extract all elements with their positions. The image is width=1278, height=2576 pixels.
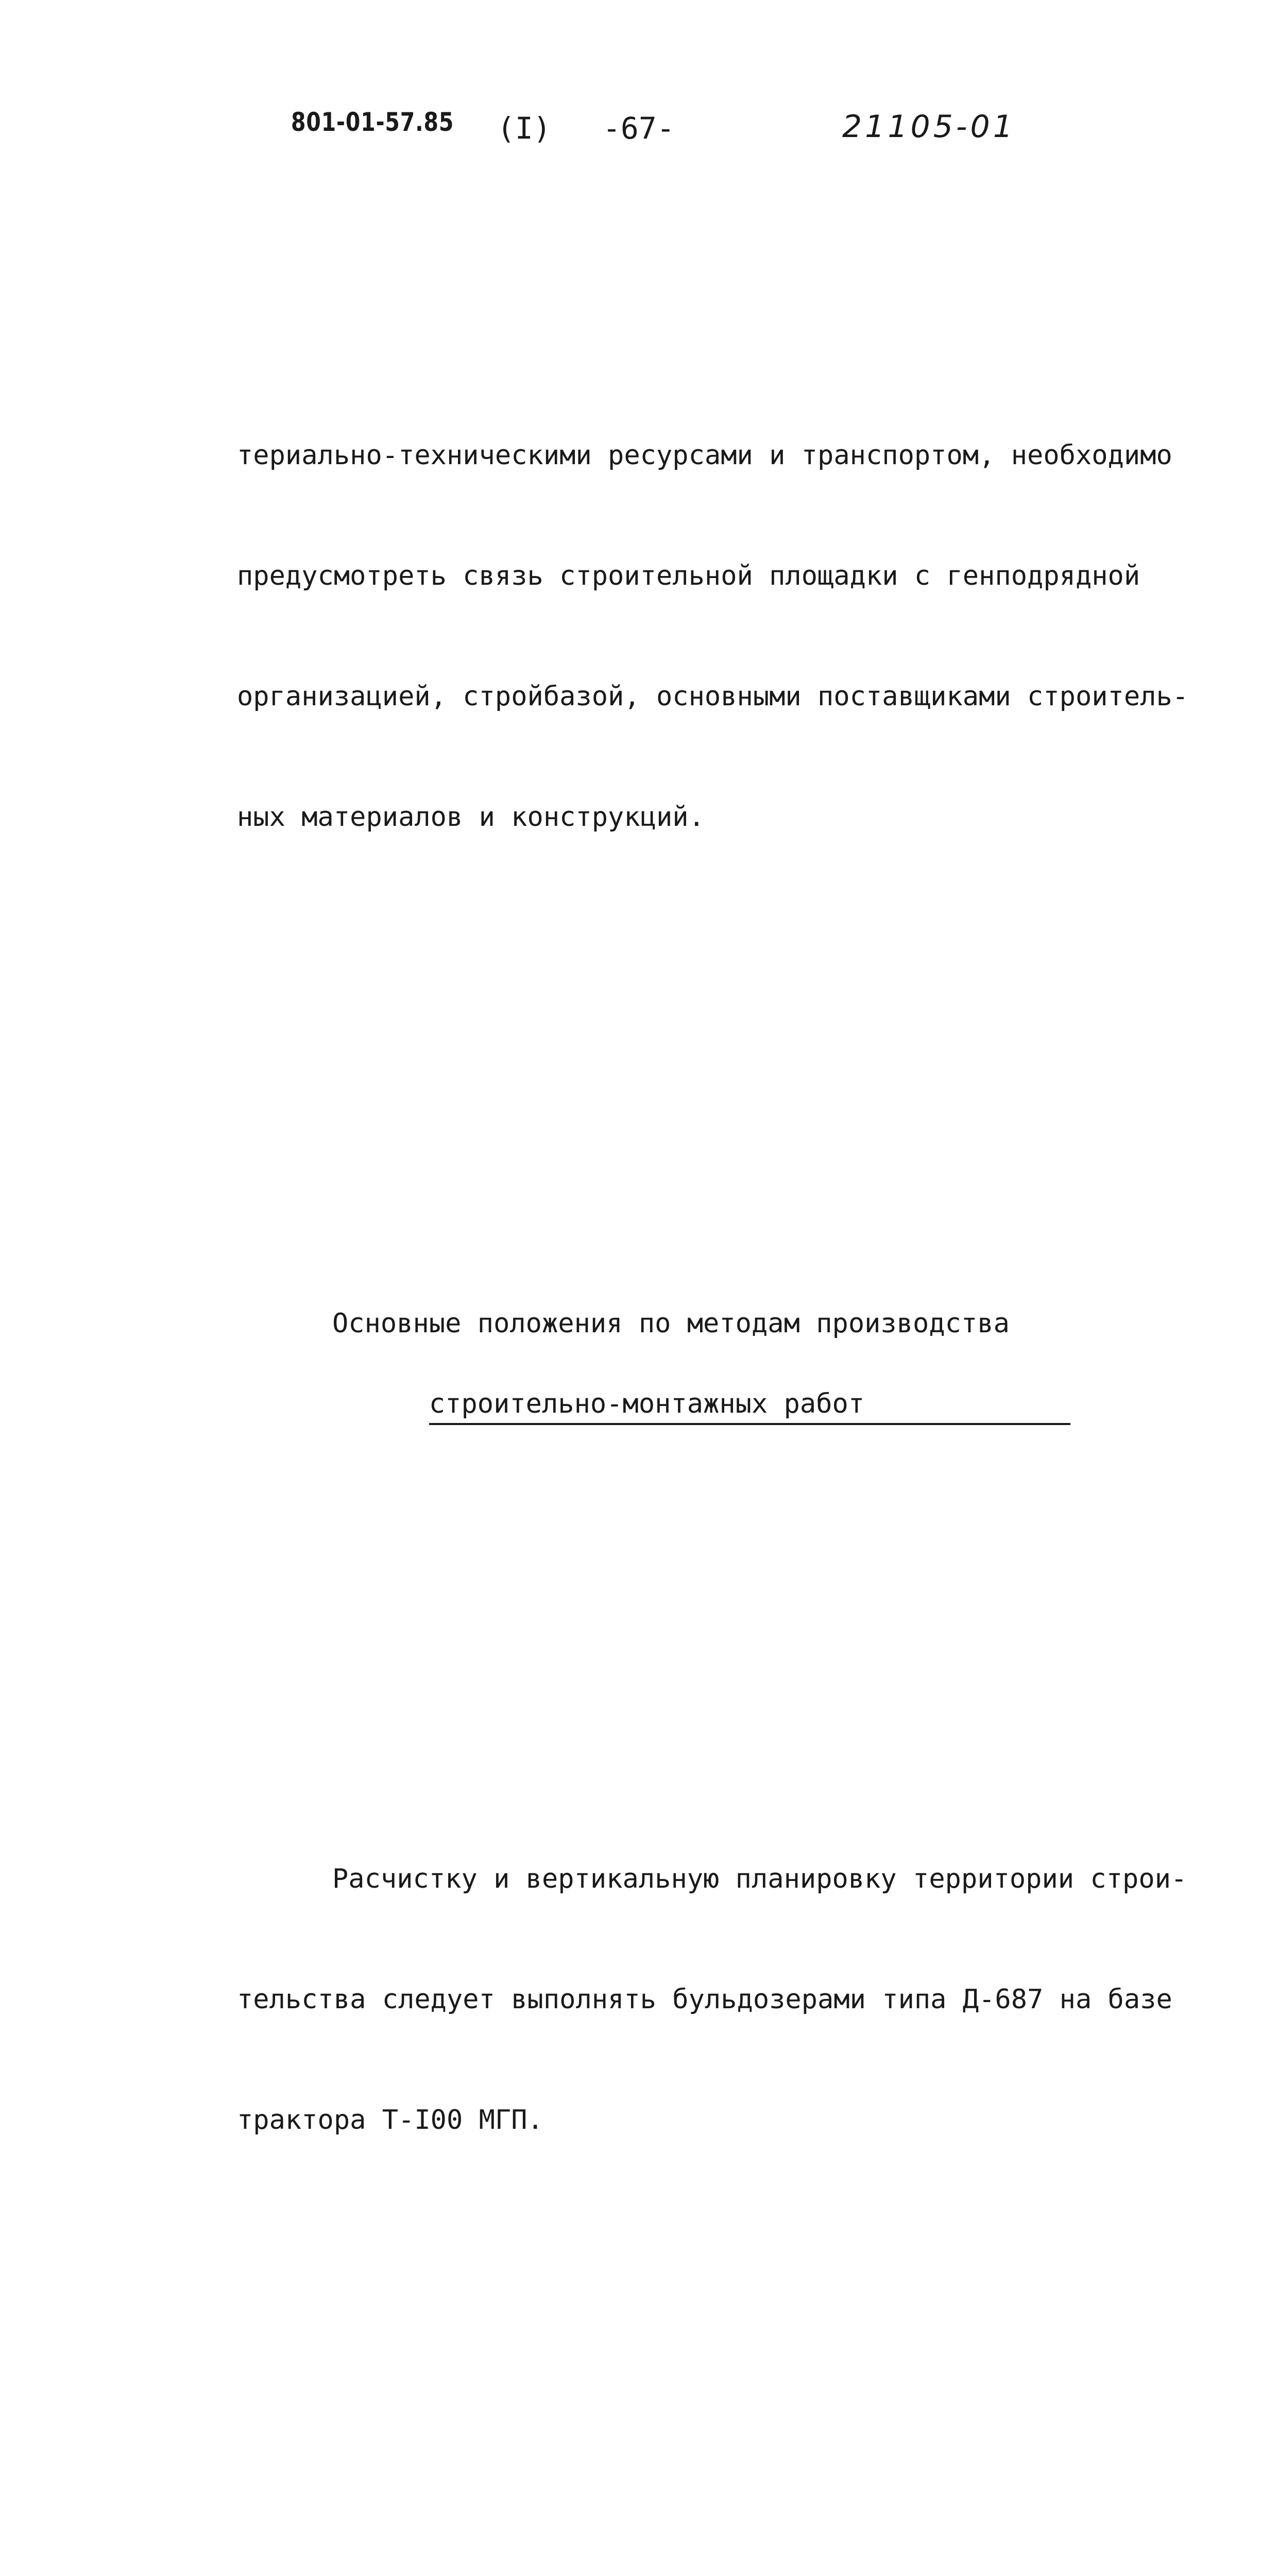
volume-number: (I) — [497, 111, 551, 146]
text-line: организацией, стройбазой, основными поставщиками строитель- — [237, 681, 1189, 712]
text-line: предусмотреть связь строительной площадки с генподрядной — [237, 561, 1140, 591]
section-heading-line: Основные положения по методам производства — [332, 1308, 1010, 1339]
text-line: ных материалов и конструкций. — [237, 802, 705, 833]
reference-number: 21105-01 — [842, 109, 1016, 145]
text-line: тельства следует выполнять бульдозерами типа Д-687 на базе — [237, 1984, 1172, 2015]
section-heading — [237, 1223, 1241, 1465]
page-number: -67- — [603, 111, 675, 146]
section-heading-underlined: строительно-монтажных работ — [429, 1387, 1070, 1425]
document-code: 801-01-57.85 — [291, 107, 454, 137]
paragraph-earthworks-norms — [237, 2526, 1241, 2576]
paragraph-clearing — [237, 1778, 1241, 2221]
intro-paragraph — [237, 355, 1241, 918]
text-line: териально-техническими ресурсами и транспортом, необходимо — [237, 440, 1172, 471]
text-line: трактора Т-I00 МГП. — [237, 2105, 543, 2136]
text-line: Расчистку и вертикальную планировку территории строи- — [332, 1863, 1187, 1894]
document-body — [237, 234, 1241, 2576]
